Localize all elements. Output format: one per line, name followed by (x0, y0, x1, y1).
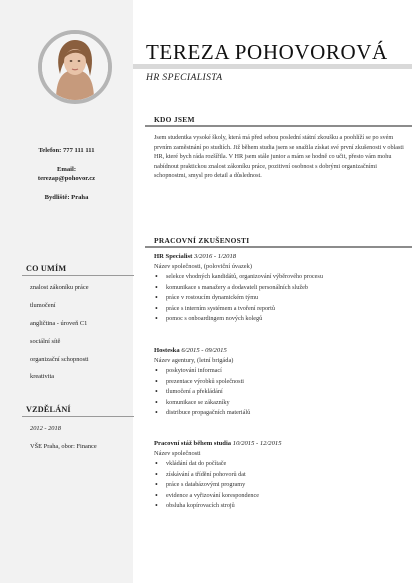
job-period: 10/2015 - 12/2015 (232, 440, 282, 447)
education-heading: VZDĚLÁNÍ (26, 405, 71, 414)
job-title-line (154, 440, 282, 448)
skill-item: angličtina - úroveň C1 (30, 320, 88, 327)
job-period: 6/2015 - 09/2015 (181, 347, 227, 354)
list-item: • práce v rostoucím dynamickém týmu (154, 293, 323, 304)
skill-item: znalost zákoníku práce (30, 284, 89, 291)
skill-item: sociální sítě (30, 338, 61, 345)
experience-rule (145, 246, 412, 248)
education-period: 2012 - 2018 (30, 425, 61, 432)
education-rule (22, 416, 134, 417)
list-item: • tlumočení a překládání (154, 387, 250, 398)
education-school: VŠE Praha, obor: Finance (30, 443, 97, 450)
job-company: Název společnosti, (poloviční úvazek) (154, 263, 252, 270)
list-item: • distribuce propagačních materiálů (154, 408, 250, 419)
job-company: Název agentury, (letní brigáda) (154, 357, 234, 364)
about-text: Jsem studentka vysoké školy, která má před sebou poslední státní zkoušku a poohlíží se po svém prvním zaměstnání po studiích. Již během studia jsem se snažila získat své první zkušenosti v oblasti HR, které bych ráda rozšířila. V HR jsem stále junior a mám se hodně co učit, přesto vám mohu nabídnout praktickou znalost zákoníku práce, pozitivní osobnost s dobrými organizačními schopnostmi, smysl pro detail a důslednost. (154, 134, 404, 180)
person-name: TEREZA POHOVOROVÁ (146, 40, 388, 64)
list-item: • komunikace se zákazníky (154, 398, 250, 409)
phone-text: Telefon: 777 111 111 (38, 147, 95, 154)
job-title: Pracovní stáž během studia (154, 440, 232, 447)
skill-item: tlumočení (30, 302, 56, 309)
list-item: • prezentace výrobků společnosti (154, 377, 250, 388)
list-item: • obsluha kopírovacích strojů (154, 501, 259, 512)
list-item: • pomoc s onboardingem nových kolegů (154, 314, 323, 325)
list-item: • evidence a vyřizování korespondence (154, 491, 259, 502)
list-item: • vkládání dat do počítače (154, 459, 259, 470)
skills-rule (22, 275, 134, 276)
profile-photo (38, 30, 112, 104)
skill-item: kreativita (30, 373, 55, 380)
list-item: • selekce vhodných kandidátů, organizování výběrového procesu (154, 272, 323, 283)
job-period: 3/2016 - 1/2018 (193, 253, 237, 260)
job-title-line (154, 347, 227, 355)
list-item: • práce s interním systémem a tvoření reportů (154, 304, 323, 315)
list-item: • poskytování informací (154, 366, 250, 377)
residence-text: Bydliště: Praha (44, 194, 89, 201)
list-item: • získávání a třídění pohovorů dat (154, 470, 259, 481)
list-item: • komunikace s manažery a dodavateli personálních služeb (154, 283, 323, 294)
experience-heading: PRACOVNÍ ZKUŠENOSTI (154, 236, 250, 245)
email-text: terezap@pohovor.cz (37, 175, 96, 182)
job-subtitle: HR SPECIALISTA (146, 72, 223, 83)
job-task-list (154, 366, 250, 419)
list-item: • práce s databázovými programy (154, 480, 259, 491)
email-label: Email: (56, 166, 77, 173)
job-task-list (154, 459, 259, 512)
about-heading: KDO JSEM (154, 115, 195, 124)
job-title-line (154, 253, 236, 261)
job-title: Hosteska (154, 347, 180, 354)
job-title: HR Specialist (154, 253, 193, 260)
about-rule (145, 125, 412, 127)
job-task-list (154, 272, 323, 325)
skill-item: organizační schopnosti (30, 356, 89, 363)
job-company: Název společnosti (154, 450, 201, 457)
skills-heading: CO UMÍM (26, 264, 67, 273)
header-rule (133, 64, 412, 69)
portrait-image (42, 34, 108, 100)
